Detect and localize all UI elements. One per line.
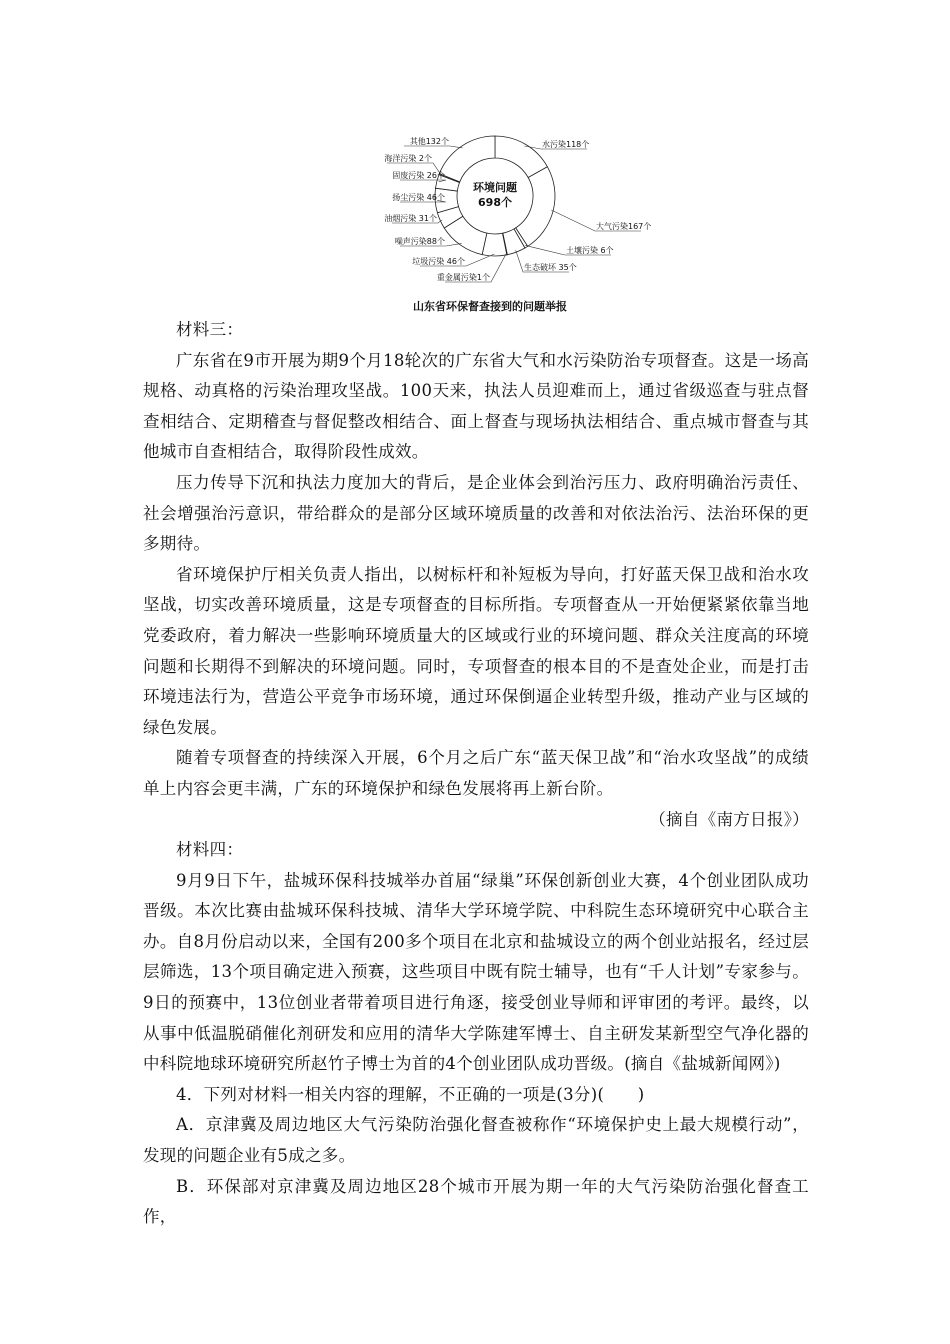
question-4-option-a: A．京津冀及周边地区大气污染防治强化督查被称作“环境保护史上最大规模行动”，发现的问题企业有5成之多。 <box>143 1115 809 1166</box>
slice-label-10: 固废污染 26个 <box>392 171 445 180</box>
slice-label-8: 油烟污染 31个 <box>384 214 437 223</box>
question-4-option-b: B．环保部对京津冀及周边地区28个城市开展为期一年的大气污染防治强化督查工作， <box>143 1176 809 1227</box>
material-3-paragraph-2: 压力传导下沉和执法力度加大的背后，是企业体会到治污压力、政府明确治污责任、社会增强治污意识，带给群众的是部分区域环境质量的改善和对依法治污、法治环保的更多期待。 <box>143 472 809 554</box>
leader-line-12 <box>404 146 463 148</box>
slice-label-4: 生态破坏 35个 <box>524 263 577 272</box>
slice-label-11: 海洋污染 2个 <box>384 154 432 163</box>
slice-label-7: 噪声污染88个 <box>394 237 445 246</box>
donut-chart-svg <box>360 118 652 293</box>
slice-label-12: 其他132个 <box>409 137 449 146</box>
slice-label-9: 扬尘污染 46个 <box>392 193 445 202</box>
material-4-paragraph: 9月9日下午，盐城环保科技城举办首届“绿巢”环保创新创业大赛，4个创业团队成功晋级。本次比赛由盐城环保科技城、清华大学环境学院、中科院生态环境研究中心联合主办。自8月份启动以来，全国有200多个项目在北京和盐城设立的两个创业站报名，经过层层筛选，13个项目确定进入预赛，这些项目中既有院士辅导，也有“千人计划”专家参与。9日的预赛中，13位创业者带着项目进行角逐，接受创业导师和评审团的考评。最终，以从事中低温脱硝催化剂研发和应用的清华大学陈建军博士、自主研发某新型空气净化器的中科院地球环境研究所赵竹子博士为首的4个创业团队成功晋级。(摘自《盐城新闻网》) <box>143 870 809 1074</box>
slice-label-5: 重金属污染1个 <box>436 273 490 282</box>
material-3-paragraph-3: 省环境保护厅相关负责人指出，以树标杆和补短板为导向，打好蓝天保卫战和治水攻坚战，切实改善环境质量，这是专项督查的目标所指。专项督查从一开始便紧紧依靠当地党委政府，着力解决一些影响环境质量大的区域或行业的环境问题、群众关注度高的环境问题和长期得不到解决的环境问题。同时，专项督查的根本目的不是查处企业，而是打击环境违法行为，营造公平竞争市场环境，通过环保倒逼企业转型升级，推动产业与区域的绿色发展。 <box>143 564 809 737</box>
article-body <box>143 315 809 1233</box>
slice-label-3: 土壤污染 6个 <box>566 246 614 255</box>
question-4: 4．下列对材料一相关内容的理解，不正确的一项是(3分)( ) <box>176 1084 645 1104</box>
donut-slice-2 <box>516 167 555 247</box>
material-4-heading: 材料四： <box>176 840 244 860</box>
material-3-source: （摘自《南方日报》） <box>649 809 809 829</box>
material-3-heading: 材料三： <box>176 320 244 339</box>
slice-label-1: 水污染118个 <box>542 140 590 149</box>
slice-label-2: 大气污染167个 <box>596 222 652 231</box>
chart-center-value: 698个 <box>478 196 512 209</box>
chart-center-label: 环境问题 <box>473 181 517 194</box>
donut-chart <box>360 118 652 323</box>
material-3-paragraph-4: 随着专项督查的持续深入开展，6个月之后广东“蓝天保卫战”和“治水攻坚战”的成绩单上内容会更丰满，广东的环境保护和绿色发展将再上新台阶。 <box>143 748 809 798</box>
chart-title: 山东省环保督查接到的问题举报 <box>413 300 567 313</box>
material-3-paragraph-1: 广东省在9市开展为期9个月18轮次的广东省大气和水污染防治专项督查。这是一场高规格、动真格的污染治理攻坚战。100天来，执法人员迎难而上，通过省级巡查与驻点督查相结合、定期稽查与督促整改相结合、面上督查与现场执法相结合、重点城市督查与其他城市自查相结合，取得阶段性成效。 <box>143 350 809 462</box>
slice-label-6: 垃圾污染 46个 <box>412 257 465 266</box>
